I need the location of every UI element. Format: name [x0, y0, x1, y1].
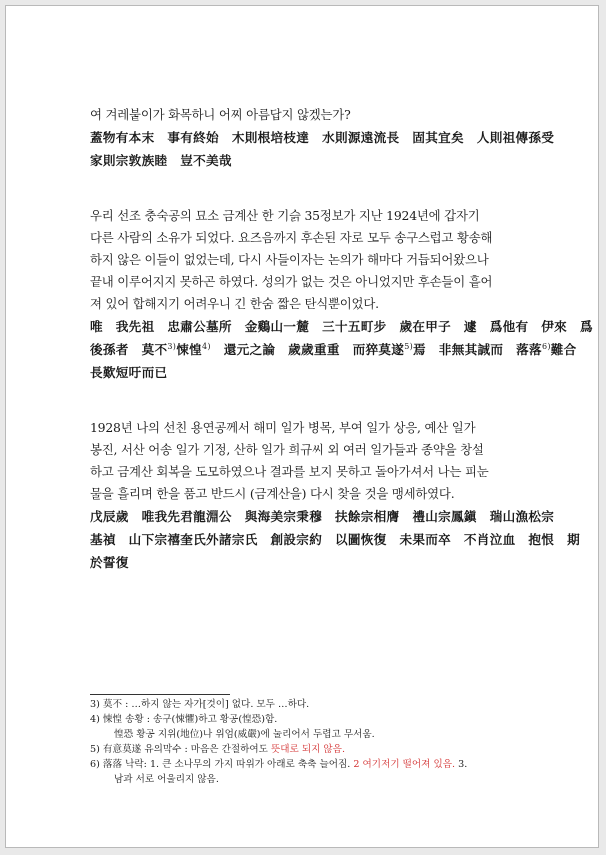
- paragraph-gap: [90, 384, 542, 417]
- document-body: [90, 104, 593, 574]
- paragraph-line: 여 겨레붙이가 화목하니 어찌 아름답지 않겠는가?: [90, 107, 351, 122]
- footnote-6: [90, 757, 550, 772]
- footnote-text: 6) 落落 낙락: 1. 큰 소나무의 가지 따위가 아래로 축축 늘어짐.: [90, 759, 354, 770]
- hanja-line: 於誓復: [90, 555, 129, 570]
- footnote-4: 4) 悚惶 송황 : 송구(悚懼)하고 황공(惶恐)함.: [90, 714, 278, 725]
- paragraph-line: 하지 않은 이들이 없었는데, 다시 사들이자는 논의가 해마다 거듭되어왔으나: [90, 252, 489, 267]
- hanja-text: 還元之論 歲歲重重 而猝莫遂: [210, 342, 405, 357]
- footnotes: [90, 697, 550, 787]
- paragraph-line: 져 있어 합해지기 어려우니 긴 한숨 짧은 탄식뿐이었다.: [90, 296, 379, 311]
- paragraph-line: 봉진, 서산 어송 일가 기정, 산하 일가 희규씨 외 여러 일가들과 종약을 창설: [90, 442, 484, 457]
- paragraph-gap: [90, 172, 542, 205]
- footnote-5: [90, 742, 550, 757]
- paragraph-line: 끝내 이루어지지 못하곤 하였다. 성의가 없는 것은 아니었지만 후손들이 흩어: [90, 274, 493, 289]
- footnote-divider: [90, 694, 230, 695]
- footnote-ref: 4): [201, 341, 211, 351]
- document-page: [5, 5, 599, 848]
- hanja-text: 後孫者 莫不: [90, 342, 168, 357]
- hanja-line: 家則宗敦族睦 豈不美哉: [90, 153, 232, 168]
- footnote-ref: 3): [167, 341, 177, 351]
- footnote-6-detail: 남과 서로 어울리지 않음.: [114, 774, 219, 785]
- hanja-line: 蓋物有本末 事有終始 木則根培枝達 水則源遠流長 固其宜矣 人則祖傳孫受: [90, 130, 555, 145]
- paragraph-line: 우리 선조 충숙공의 묘소 금계산 한 기슭 35정보가 지난 1924년에 갑자기: [90, 208, 480, 223]
- hanja-line: [90, 338, 577, 361]
- footnote-highlight: 뜻대로 되지 않음.: [270, 744, 345, 755]
- paragraph-line: 1928년 나의 선친 용연공께서 해미 일가 병목, 부여 일가 상응, 예산 일가: [90, 420, 476, 435]
- hanja-line: 基禎 山下宗禧奎氏外諸宗氏 創設宗約 以圖恢復 未果而卒 不肖泣血 抱恨 期: [90, 532, 580, 547]
- footnote-highlight: 2 여기저기 떨어져 있음.: [353, 759, 456, 770]
- footnote-3: 3) 莫不 : …하지 않는 자가[것이] 없다. 모두 …하다.: [90, 699, 310, 710]
- paragraph-line: 하고 금계산 회복을 도모하였으나 결과를 보지 못하고 돌아가셔서 나는 피눈: [90, 464, 489, 479]
- hanja-line: 戊辰歲 唯我先君龍淵公 與海美宗秉穆 扶餘宗相膺 禮山宗鳳鎭 瑞山漁松宗: [90, 509, 555, 524]
- paragraph-line: 다른 사람의 소유가 되었다. 요즈음까지 후손된 자로 모두 송구스럽고 황송해: [90, 230, 493, 245]
- hanja-line: 唯 我先祖 忠肅公墓所 金鷄山一麓 三十五町步 歲在甲子 遽 爲他有 伊來 爲: [90, 319, 593, 334]
- footnote-4-detail: 惶恐 황공 지위(地位)나 위엄(威嚴)에 눌리어서 두렵고 무서움.: [114, 729, 375, 740]
- footnote-text: 3.: [455, 759, 468, 770]
- hanja-line: 長歎短吁而已: [90, 365, 168, 380]
- hanja-text: 難合: [550, 342, 577, 357]
- footnote-ref: 6): [541, 341, 551, 351]
- hanja-text: 悚惶: [176, 342, 202, 357]
- paragraph-line: 물을 흘리며 한을 품고 반드시 (금계산을) 다시 찾을 것을 맹세하였다.: [90, 486, 455, 501]
- footnote-ref: 5): [404, 341, 414, 351]
- hanja-text: 焉 非無其誠而 落落: [413, 342, 542, 357]
- footnote-text: 5) 有意莫遂 유의막수 : 마음은 간절하여도: [90, 744, 271, 755]
